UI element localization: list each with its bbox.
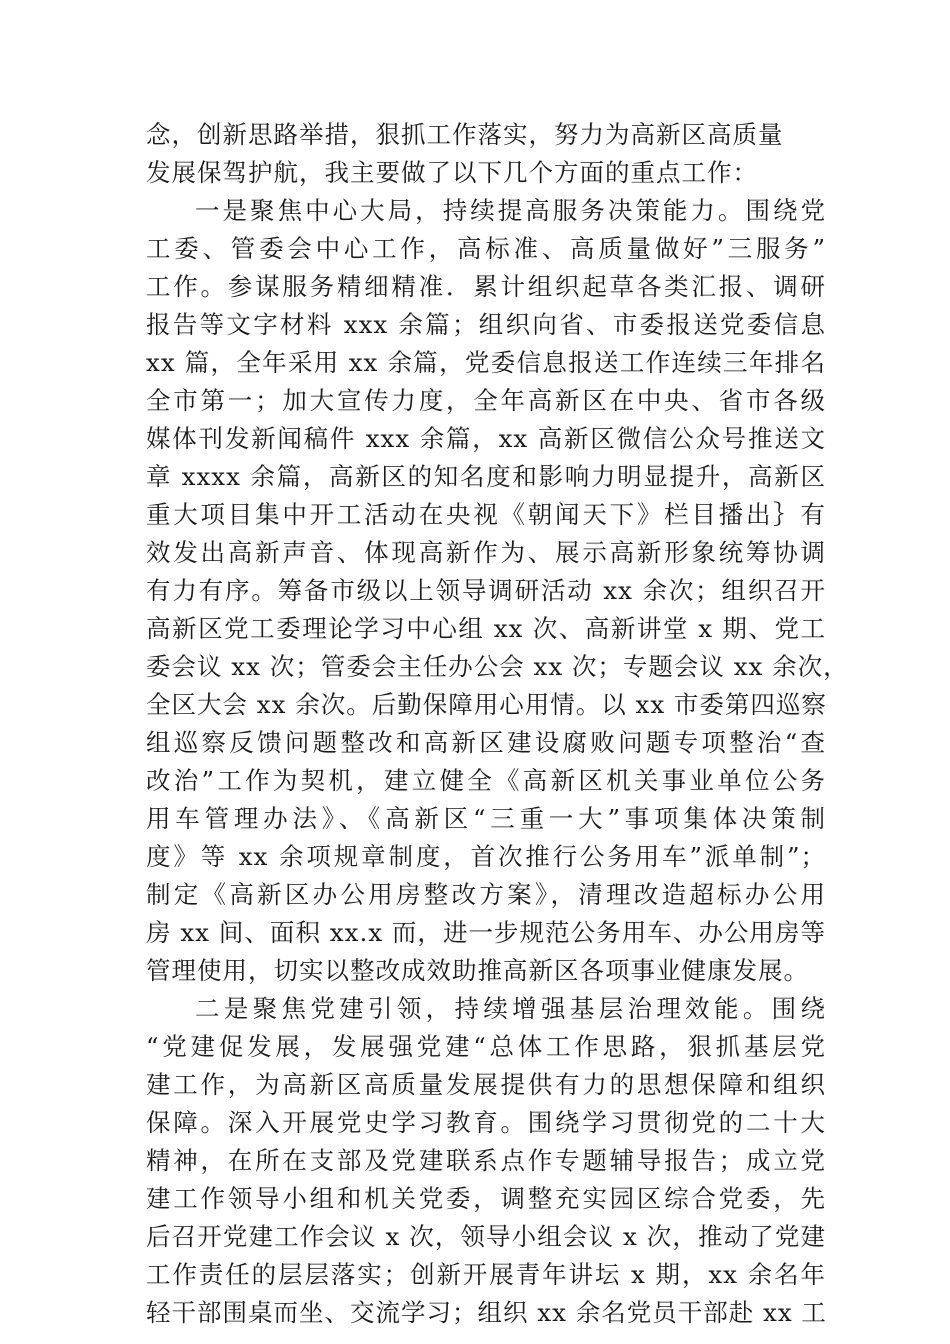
text-line: 效发出高新声音、体现高新作为、展示高新形象统筹协调 bbox=[146, 538, 826, 567]
text-line: 工作。参谋服务精细精准．累计组织起草各类汇报、调研 bbox=[146, 272, 826, 301]
text-line: 改治”工作为契机，建立健全《高新区机关事业单位公务 bbox=[146, 766, 826, 795]
text-line: 建工作，为高新区高质量发展提供有力的思想保障和组织 bbox=[146, 1070, 826, 1099]
text-line: “党建促发展，发展强党建“总体工作思路，狠抓基层党 bbox=[146, 1032, 826, 1061]
text-line: 轻干部围桌而坐、交流学习；组织 xx 余名党员干部赴 xx 工 bbox=[146, 1298, 827, 1327]
text-line: 有力有序。筹备市级以上领导调研活动 xx 余次；组织召开 bbox=[146, 576, 826, 605]
text-line: 发展保驾护航，我主要做了以下几个方面的重点工作： bbox=[146, 158, 758, 187]
text-line: 用车管理办法》、《高新区“三重一大”事项集体决策制 bbox=[146, 804, 826, 833]
text-line: 全市第一；加大宣传力度，全年高新区在中央、省市各级 bbox=[146, 386, 826, 415]
paragraph-start-line: 二是聚焦党建引领，持续增强基层治理效能。围绕 bbox=[195, 994, 826, 1023]
text-line: 高新区党工委理论学习中心组 xx 次、高新讲堂 x 期、党工 bbox=[146, 614, 826, 643]
text-line: 精神，在所在支部及党建联系点作专题辅导报告；成立党 bbox=[146, 1146, 826, 1175]
text-line: 念，创新思路举措，狠抓工作落实，努力为高新区高质量 bbox=[146, 120, 784, 149]
text-line: 管理使用，切实以整改成效助推高新区各项事业健康发展。 bbox=[146, 956, 809, 985]
text-line: 保障。深入开展党史学习教育。围绕学习贯彻党的二十大 bbox=[146, 1108, 826, 1137]
text-line: 制定《高新区办公用房整改方案》，清理改造超标办公用 bbox=[146, 880, 826, 909]
text-line: 度》等 xx 余项规章制度，首次推行公务用车”派单制”； bbox=[146, 842, 826, 871]
text-line: 媒体刊发新闻稿件 xxx 余篇，xx 高新区微信公众号推送文 bbox=[146, 424, 826, 453]
text-line: 全区大会 xx 余次。后勤保障用心用情。以 xx 市委第四巡察 bbox=[146, 690, 827, 719]
text-line: 工委、管委会中心工作，高标准、高质量做好”三服务” bbox=[146, 234, 826, 263]
text-line: 组巡察反馈问题整改和高新区建设腐败问题专项整治“查 bbox=[146, 728, 826, 757]
text-line: 重大项目集中开工活动在央视《朝闻天下》栏目播出｝有 bbox=[146, 500, 826, 529]
text-line: xx 篇，全年采用 xx 余篇，党委信息报送工作连续三年排名 bbox=[146, 348, 826, 377]
paragraph-start-line: 一是聚焦中心大局，持续提高服务决策能力。围绕党 bbox=[195, 196, 826, 225]
text-line: 委会议 xx 次；管委会主任办公会 xx 次；专题会议 xx 余次， bbox=[146, 652, 849, 681]
text-line: 章 xxxx 余篇，高新区的知名度和影响力明显提升，高新区 bbox=[146, 462, 826, 491]
text-line: 建工作领导小组和机关党委，调整充实园区综合党委，先 bbox=[146, 1184, 826, 1213]
text-line: 后召开党建工作会议 x 次，领导小组会议 x 次，推动了党建 bbox=[146, 1222, 826, 1251]
text-line: 工作责任的层层落实；创新开展青年讲坛 x 期，xx 余名年 bbox=[146, 1260, 826, 1289]
text-line: 报告等文字材料 xxx 余篇；组织向省、市委报送党委信息 bbox=[146, 310, 826, 339]
text-line: 房 xx 间、面积 xx.x 而，进一步规范公务用车、办公用房等 bbox=[146, 918, 826, 947]
